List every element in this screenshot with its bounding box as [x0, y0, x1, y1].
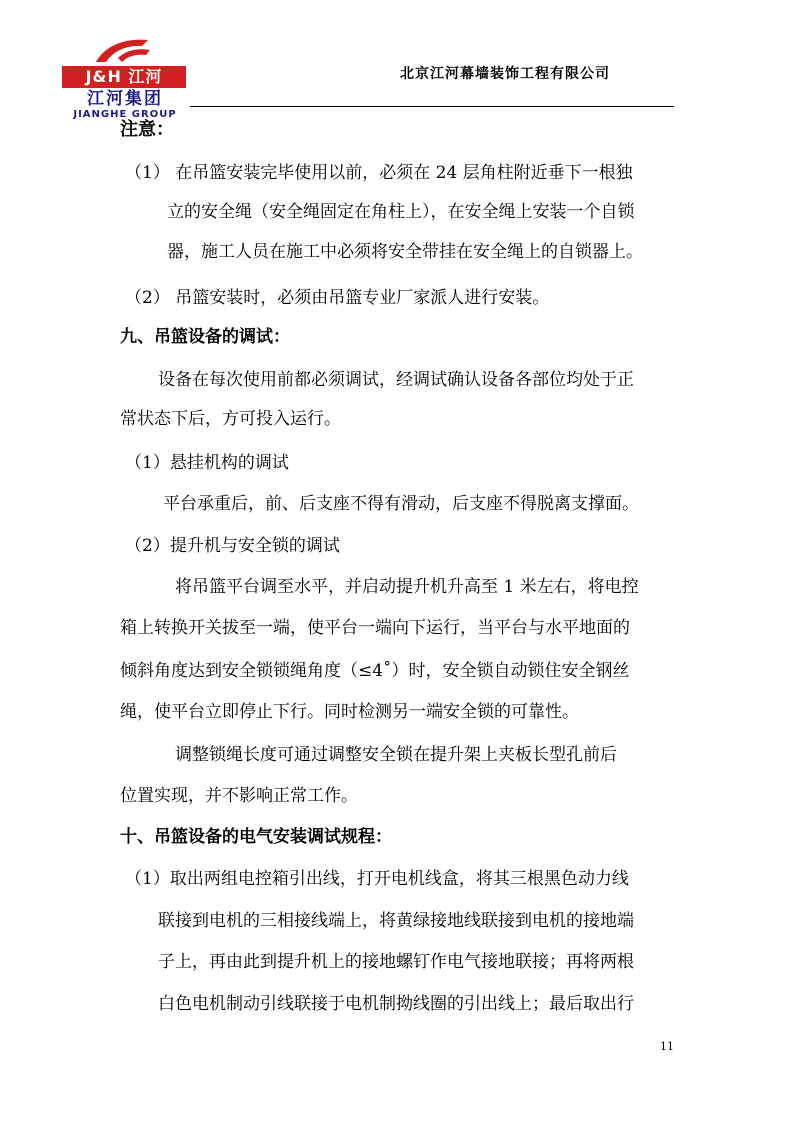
company-logo: [60, 36, 190, 120]
logo-chinese-name: 江河集团: [87, 89, 163, 109]
subsection-1-heading: （1）悬挂机构的调试: [125, 453, 289, 473]
section-10-item-1-line-4: 白色电机制动引线联接于电机制拗线圈的引出线上；最后取出行: [158, 994, 634, 1014]
subsection-2-paragraph-line-3: 倾斜角度达到安全锁锁绳角度（≤4˚）时，安全锁自动锁住安全钢丝: [120, 661, 630, 681]
subsection-2-paragraph-line-4: 绳，使平台立即停止下行。同时检测另一端安全锁的可靠性。: [120, 702, 579, 722]
section-9-heading: 九、吊篮设备的调试：: [120, 327, 290, 347]
subsection-2-paragraph-line-2: 箱上转换开关拔至一端，使平台一端向下运行，当平台与水平地面的: [120, 618, 630, 638]
subsection-1-paragraph: 平台承重后，前、后支座不得有滑动，后支座不得脱离支撑面。: [163, 494, 639, 514]
company-name: 北京江河幕墙装饰工程有限公司: [400, 66, 610, 82]
adjustment-paragraph-line-2: 位置实现，并不影响正常工作。: [120, 786, 358, 806]
subsection-2-heading: （2）提升机与安全锁的调试: [125, 536, 340, 556]
adjustment-paragraph-line-1: 调整锁绳长度可通过调整安全锁在提升架上夹板长型孔前后: [175, 745, 617, 765]
section-9-paragraph-line-2: 常状态下后，方可投入运行。: [120, 409, 341, 429]
section-10-item-1-line-3: 子上，再由此到提升机上的接地螺钉作电气接地联接；再将两根: [158, 952, 634, 972]
note-item-2: （2） 吊篮安装时，必须由吊篮专业厂家派人进行安装。: [125, 288, 550, 308]
logo-english-name: JIANGHE GROUP: [73, 109, 177, 120]
note-item-1-line-3: 器，施工人员在施工中必须将安全带挂在安全绳上的自锁器上。: [167, 242, 643, 262]
section-9-paragraph-line-1: 设备在每次使用前都必须调试，经调试确认设备各部位均处于正: [158, 370, 634, 390]
note-item-1-line-1: （1） 在吊篮安装完毕使用以前，必须在 24 层角柱附近垂下一根独: [125, 163, 633, 183]
subsection-2-paragraph-line-1: 将吊篮平台调至水平，并启动提升机升高至 1 米左右，将电控: [175, 577, 639, 597]
header-divider: [190, 106, 674, 107]
logo-swoosh-icon: [88, 36, 158, 66]
section-10-heading: 十、吊篮设备的电气安装调试规程：: [120, 827, 392, 847]
section-10-item-1-line-2: 联接到电机的三相接线端上，将黄绿接地线联接到电机的接地端: [158, 911, 634, 931]
note-item-1-line-2: 立的安全绳（安全绳固定在角柱上），在安全绳上安装一个自锁: [167, 202, 635, 222]
section-10-item-1-line-1: （1）取出两组电控箱引出线，打开电机线盒，将其三根黑色动力线: [125, 869, 629, 889]
page-number: 11: [660, 1040, 674, 1053]
logo-badge: J&H 江河: [62, 66, 186, 88]
note-heading: 注意：: [120, 119, 174, 140]
